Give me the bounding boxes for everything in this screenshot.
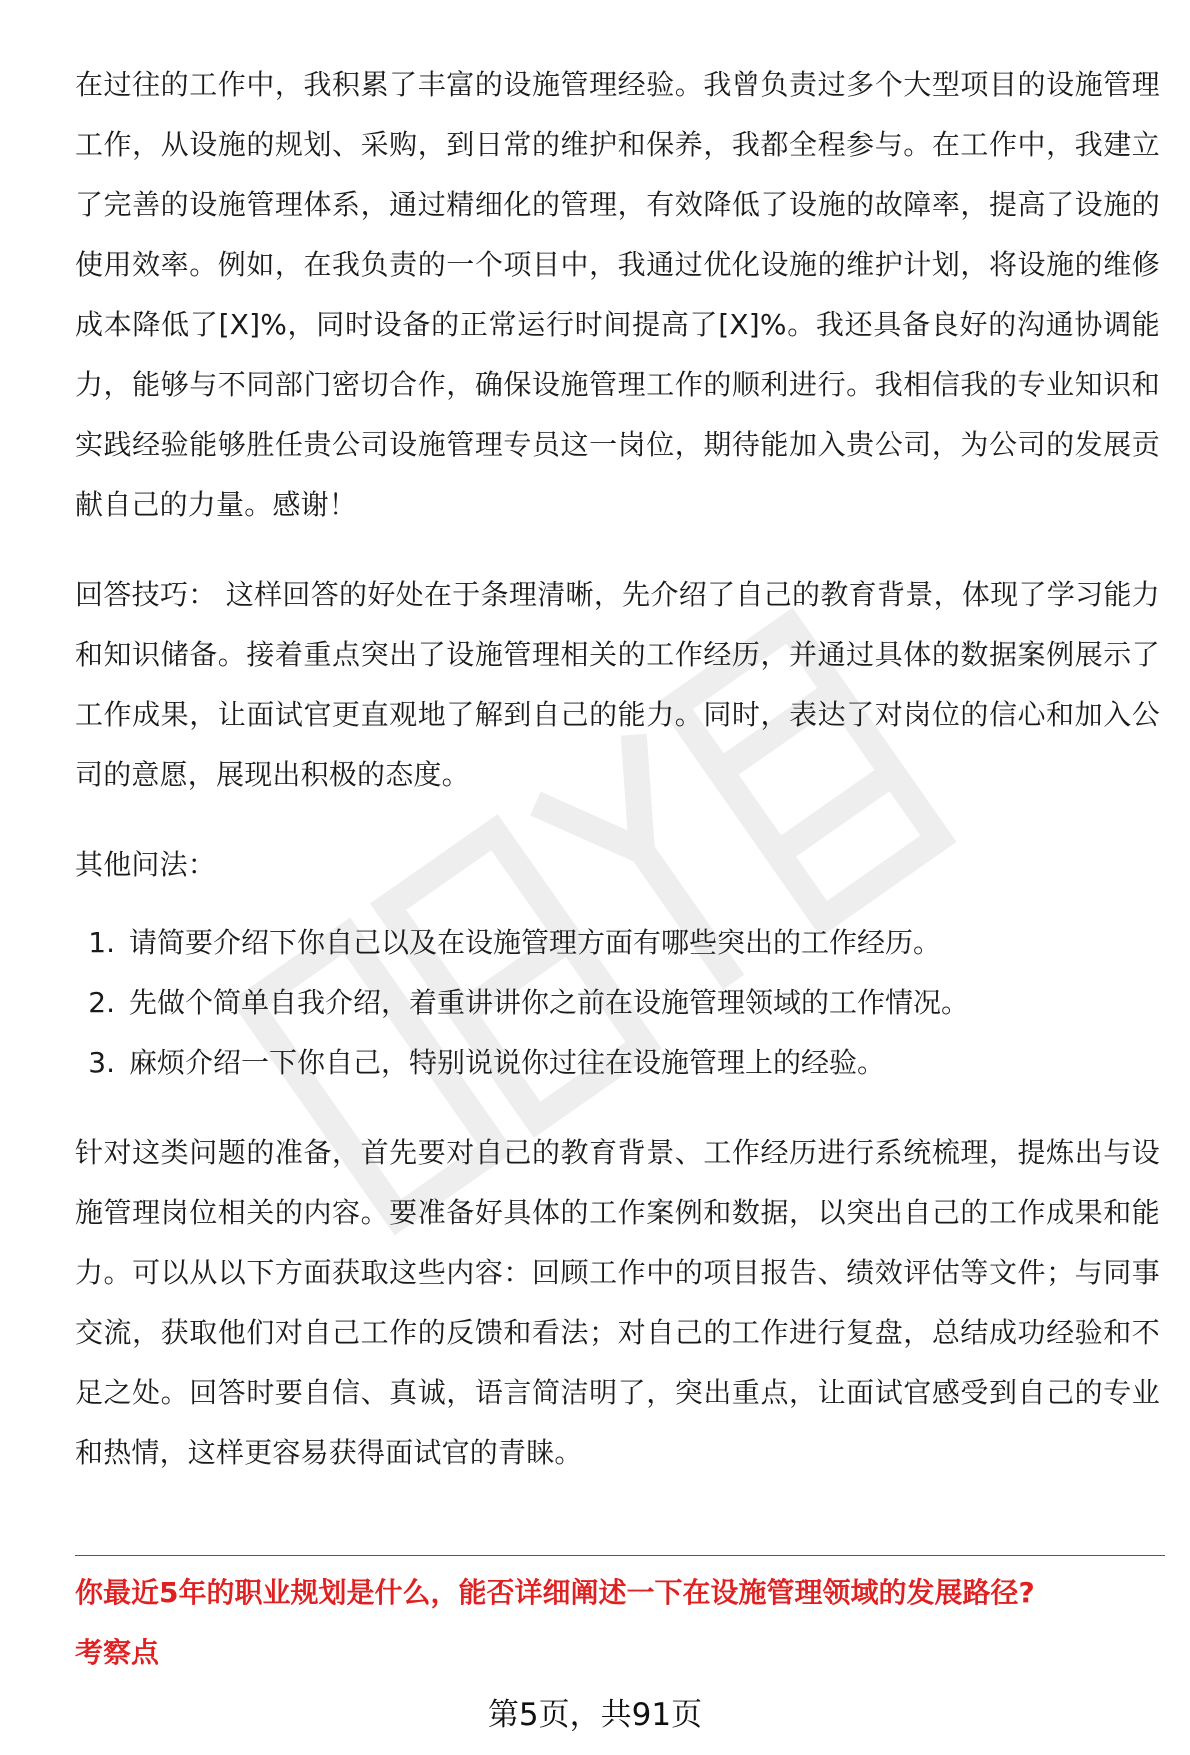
list-item [75,1033,1160,1093]
list-item-number: 3. [88,1046,115,1079]
list-item-text: 麻烦介绍一下你自己，特别说说你过往在设施管理上的经验。 [129,1046,886,1079]
preparation-paragraph: 针对这类问题的准备，首先要对自己的教育背景、工作经历进行系统梳理，提炼出与设施管理岗位相关的内容。要准备好具体的工作案例和数据，以突出自己的工作成果和能力。可以从以下方面获取这些内容：回顾工作中的项目报告、绩效评估等文件；与同事交流，获取他们对自己工作的反馈和看法；对自己的工作进行复盘，总结成功经验和不足之处。回答时要自信、真诚，语言简洁明了，突出重点，让面试官感受到自己的专业和热情，这样更容易获得面试官的青睐。 [75,1136,1160,1469]
next-question-heading: 你最近5年的职业规划是什么，能否详细阐述一下在设施管理领域的发展路径? [75,1576,1035,1609]
list-item [75,913,1160,973]
answer-tips-paragraph: 回答技巧： 这样回答的好处在于条理清晰，先介绍了自己的教育背景，体现了学习能力和知识储备。接着重点突出了设施管理相关的工作经历，并通过具体的数据案例展示了工作成果，让面试官更直观地了解到自己的能力。同时，表达了对岗位的信心和加入公司的意愿，展现出积极的态度。 [75,578,1160,791]
page-number: 第5页，共91页 [487,1697,703,1733]
list-item [75,973,1160,1033]
main-content [75,55,1160,1483]
list-item-text: 先做个简单自我介绍，着重讲讲你之前在设施管理领域的工作情况。 [129,986,970,1019]
list-item-number: 1. [88,926,115,959]
other-questions-list [75,913,1160,1093]
assessment-point-heading: 考察点 [75,1636,160,1669]
experience-paragraph: 在过往的工作中，我积累了丰富的设施管理经验。我曾负责过多个大型项目的设施管理工作，从设施的规划、采购，到日常的维护和保养，我都全程参与。在工作中，我建立了完善的设施管理体系，通过精细化的管理，有效降低了设施的故障率，提高了设施的使用效率。例如，在我负责的一个项目中，我通过优化设施的维护计划，将设施的维修成本降低了[X]%，同时设备的正常运行时间提高了[X]%。我还具备良好的沟通协调能力，能够与不同部门密切合作，确保设施管理工作的顺利进行。我相信我的专业知识和实践经验能够胜任贵公司设施管理专员这一岗位，期待能加入贵公司，为公司的发展贡献自己的力量。感谢！ [75,68,1160,521]
other-questions-heading: 其他问法： [75,848,217,881]
list-item-number: 2. [88,986,115,1019]
section-divider [75,1555,1165,1556]
list-item-text: 请简要介绍下你自己以及在设施管理方面有哪些突出的工作经历。 [129,926,942,959]
